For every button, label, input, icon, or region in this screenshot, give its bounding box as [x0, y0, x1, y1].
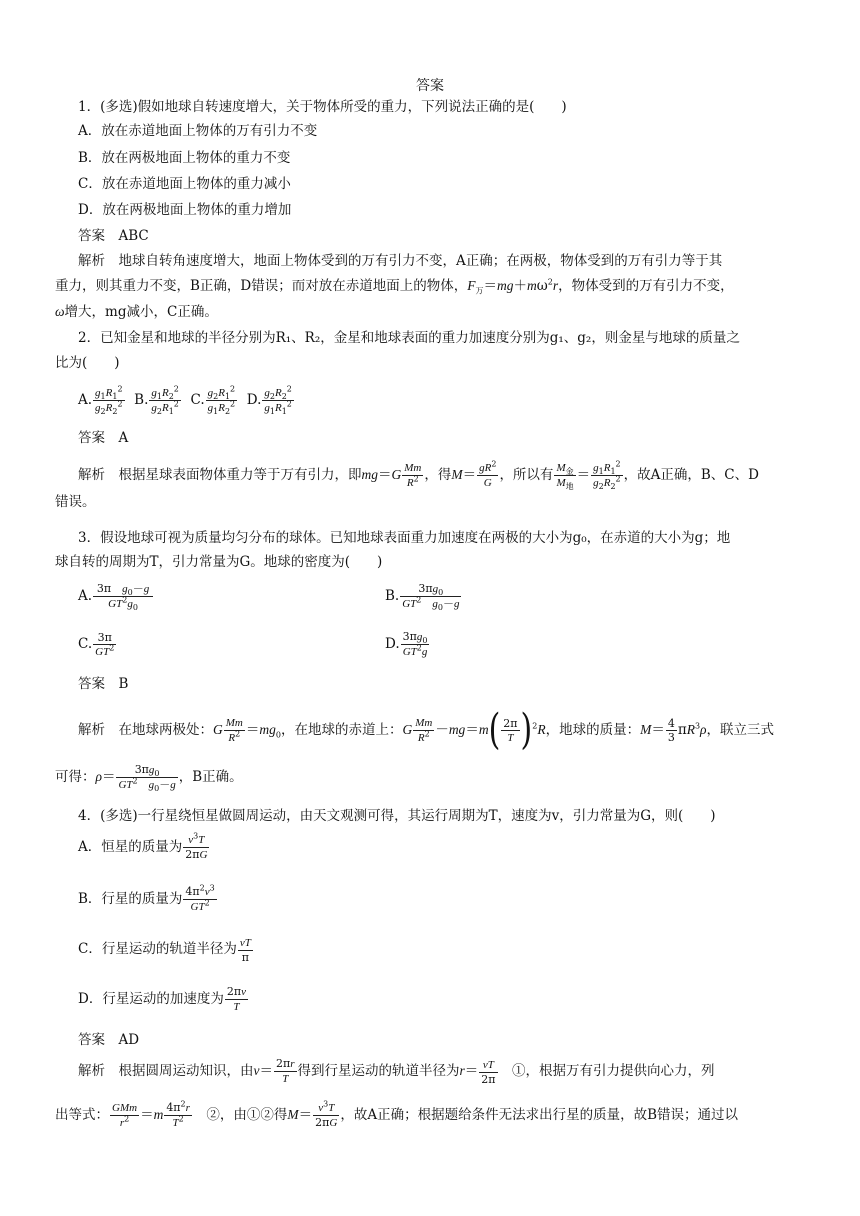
q1-stem: 1．(多选)假如地球自转速度增大，关于物体所受的重力，下列说法正确的是( ) [78, 99, 567, 115]
q3-option-c-label: C. [78, 636, 93, 652]
q2-frac-ratio-right: $\frac{g_1R_1^2}{g_2R_2^2}$ [593, 459, 621, 492]
q4-option-a-fraction: $\frac{v^3T}{2\pi G}$ [185, 831, 208, 861]
q2-exp-text-b: ，得 [424, 467, 452, 483]
q3-frac-volume: $\frac{4}{3}$ [667, 717, 675, 744]
q1-explanation-text3: 增大，mg减小，C正确。 [64, 304, 218, 320]
q3-stem-line1: 3．假设地球可视为质量均匀分布的球体。已知地球表面重力加速度在两极的大小为g₀，在赤道的大小为g；地 [78, 530, 731, 546]
q4-option-c-text: C．行星运动的轨道半径为 [78, 941, 237, 957]
q1-explanation-text: 重力，则其重力不变，B正确，D错误；而对放在赤道地面上的物体， [55, 278, 468, 294]
q2-exp-text-a: 解析 根据星球表面物体重力等于万有引力，即 [78, 467, 362, 483]
q2-answer: 答案 A [78, 430, 129, 446]
q3-exp-text-b: ，在地球的赤道上： [280, 722, 403, 738]
q2-option-d-label: D. [246, 392, 262, 408]
q3-exp-text-f: ，B正确。 [178, 769, 243, 785]
q2-stem-line2: 比为( ) [55, 355, 120, 371]
q4-stem: 4．(多选)一行星绕恒星做圆周运动，由天文观测可得，其运行周期为T，速度为v，引力常量为G，则( ) [78, 808, 716, 824]
q4-option-c [78, 934, 254, 964]
q4-frac-gravity: $\frac{\text{GMm}}{r^2}$ [112, 1102, 138, 1129]
q3-option-b [385, 580, 462, 612]
q4-exp-text-a: 解析 根据圆周运动知识，由 [78, 1063, 254, 1079]
q4-option-c-fraction: $\frac{vT}{\pi}$ [239, 936, 251, 964]
q3-exp-text-a: 解析 在地球两极处： [78, 722, 213, 738]
q4-option-d [78, 984, 249, 1014]
q3-option-d-label: D. [385, 636, 400, 652]
q4-exp-text-c: ①，根据万有引力提供向心力，列 [512, 1063, 715, 1079]
q4-exp-text-f: ，故A正确；根据题给条件无法求出行星的质量，故B错误；通过以 [340, 1107, 739, 1123]
q1-option-b: B．放在两极地面上物体的重力不变 [78, 150, 291, 166]
q3-exp-text-e: 可得： [55, 769, 96, 785]
left-paren: ( [488, 705, 501, 755]
q1-option-c: C．放在赤道地面上物体的重力减小 [78, 176, 291, 192]
q3-option-c [78, 628, 117, 660]
q2-option-c-label: C. [190, 392, 205, 408]
q2-stem-line1: 2．已知金星和地球的半径分别为R₁、R₂，金星和地球表面的重力加速度分别为g₁、g₂，则金星与地球的质量之 [78, 330, 740, 346]
q4-frac-radius: $\frac{vT}{2\pi}$ [481, 1058, 496, 1086]
q3-option-a-fraction: $\frac{3\pi g_0-g}{GT^2g_0}$ [93, 582, 153, 611]
q2-exp-text-d: ，故A正确，B、C、D [623, 467, 759, 483]
q3-frac-pole: $\frac{Mm}{R^2}$ [225, 717, 243, 744]
q1-option-a: A．放在赤道地面上物体的万有引力不变 [78, 123, 318, 139]
q1-explanation-text2: ，物体受到的万有引力不变， [558, 278, 734, 294]
q1-explanation-line3 [55, 302, 218, 322]
q3-option-a-label: A. [78, 588, 93, 604]
q2-option-a-fraction: $\frac{g_1R_1^2}{g_2R_2^2}$ [95, 384, 123, 417]
q4-option-b [78, 884, 218, 914]
q4-exp-text-e: ②，由①②得 [206, 1107, 288, 1123]
omega-symbol: ω [55, 304, 65, 319]
q3-answer: 答案 B [78, 676, 129, 692]
q1-answer: 答案 ABC [78, 228, 149, 244]
q3-stem-line2: 球自转的周期为T，引力常量为G。地球的密度为( ) [55, 554, 383, 570]
q3-frac-density: $\frac{3\pi g_0}{GT^2 g_0-g}$ [118, 763, 176, 794]
q2-option-d-fraction: $\frac{g_2R_2^2}{g_1R_1^2}$ [264, 384, 292, 417]
q4-exp-text-d: 出等式： [55, 1107, 109, 1123]
q1-formula: $F_万=mg+m\omega^2r$ [467, 277, 559, 296]
q1-explanation-line1: 解析 地球自转角速度增大，地面上物体受到的万有引力不变，A正确；在两极，物体受到的万有引力等于其 [78, 253, 723, 269]
q3-explanation-line1: 解析 在地球两极处：G $\frac{Mm}{R^2}$ $=mg_0$，在地球的赤道上：G $\frac{Mm}{R^2}$ －mg＝m( $\frac{2\pi}{T}$ )$^2$R，地球的质量：M＝ $\frac{4}{3}$ $\pi R^3\rho$，联立三式 [78, 705, 775, 755]
q4-explanation-line2: 出等式： $\frac{\text{GMm}}{r^2}$ ＝m $\frac{4\pi^2r}{T^2}$ ②，由①②得M＝ $\frac{v^3T}{2\pi G}$ ，故A正确；根据题给条件无法求出行星的质量，故B错误；通过以 [55, 1099, 739, 1129]
q4-exp-text-b: 得到行星运动的轨道半径为 [297, 1063, 460, 1079]
q2-frac-mass: $\frac{gR^2}{G}$ [479, 459, 497, 489]
q3-option-a [78, 580, 154, 612]
q4-option-a [78, 832, 210, 862]
q3-frac-equator: $\frac{Mm}{R^2}$ [415, 717, 433, 744]
q2-exp-text-c: ，所以有 [499, 467, 554, 483]
page-title: 答案 [416, 78, 444, 94]
q2-option-b-fraction: $\frac{g_1R_2^2}{g_2R_1^2}$ [151, 384, 179, 417]
q4-answer: 答案 AD [78, 1032, 140, 1048]
q3-option-d-fraction: $\frac{3\pi g_0}{GT^2g}$ [402, 630, 428, 658]
q3-option-b-fraction: $\frac{3\pi g_0}{GT^2 g_0-g}$ [402, 582, 460, 613]
q4-frac-mass: $\frac{v^3T}{2\pi G}$ [315, 1099, 338, 1129]
q2-option-c-fraction: $\frac{g_2R_1^2}{g_1R_2^2}$ [207, 384, 236, 417]
q3-frac-omega: $\frac{2\pi}{T}$ [503, 716, 518, 744]
q2-options [78, 385, 295, 415]
q2-option-a-label: A. [78, 392, 93, 408]
q2-explanation-line1: 解析 根据星球表面物体重力等于万有引力，即mg＝G $\frac{Mm}{R^2}$ ，得M＝ $\frac{gR^2}{G}$ ，所以有 $\frac{M_金}{M_地}$ ＝ $\frac{g_1R_1^2}{g_2R_2^2}$ ，故A正确，B、C、D [78, 459, 759, 492]
q3-option-c-fraction: $\frac{3\pi}{GT^2}$ [95, 630, 115, 658]
q2-frac-ratio-left: $\frac{M_金}{M_地}$ [556, 462, 574, 492]
q1-option-d: D．放在两极地面上物体的重力增加 [78, 202, 292, 218]
q3-explanation-line2: 可得：ρ＝ $\frac{3\pi g_0}{GT^2 g_0-g}$ ，B正确。 [55, 763, 243, 794]
q2-explanation-line2: 错误。 [55, 494, 96, 510]
right-paren: ) [520, 705, 533, 755]
q4-option-b-fraction: $\frac{4\pi^2v^3}{GT^2}$ [185, 883, 215, 913]
q4-frac-velocity: $\frac{2\pi r}{T}$ [276, 1057, 295, 1085]
q3-exp-text-d: ，联立三式 [706, 722, 775, 738]
q1-explanation-line2 [55, 276, 734, 296]
q2-option-b-label: B. [134, 392, 149, 408]
q3-exp-text-c: ，地球的质量： [545, 722, 641, 738]
q4-explanation-line1: 解析 根据圆周运动知识，由v＝ $\frac{2\pi r}{T}$ 得到行星运动的轨道半径为r＝ $\frac{vT}{2\pi}$ ①，根据万有引力提供向心力，列 [78, 1057, 715, 1086]
q4-option-d-fraction: $\frac{2\pi v}{T}$ [226, 985, 246, 1013]
q4-frac-centripetal: $\frac{4\pi^2r}{T^2}$ [166, 1099, 190, 1129]
q3-option-d [385, 628, 430, 660]
q4-option-b-text: B．行星的质量为 [78, 891, 183, 907]
q2-frac-gmm: $\frac{Mm}{R^2}$ [404, 462, 422, 489]
q4-option-a-text: A．恒星的质量为 [78, 839, 183, 855]
q3-option-b-label: B. [385, 588, 400, 604]
q4-option-d-text: D．行星运动的加速度为 [78, 991, 224, 1007]
